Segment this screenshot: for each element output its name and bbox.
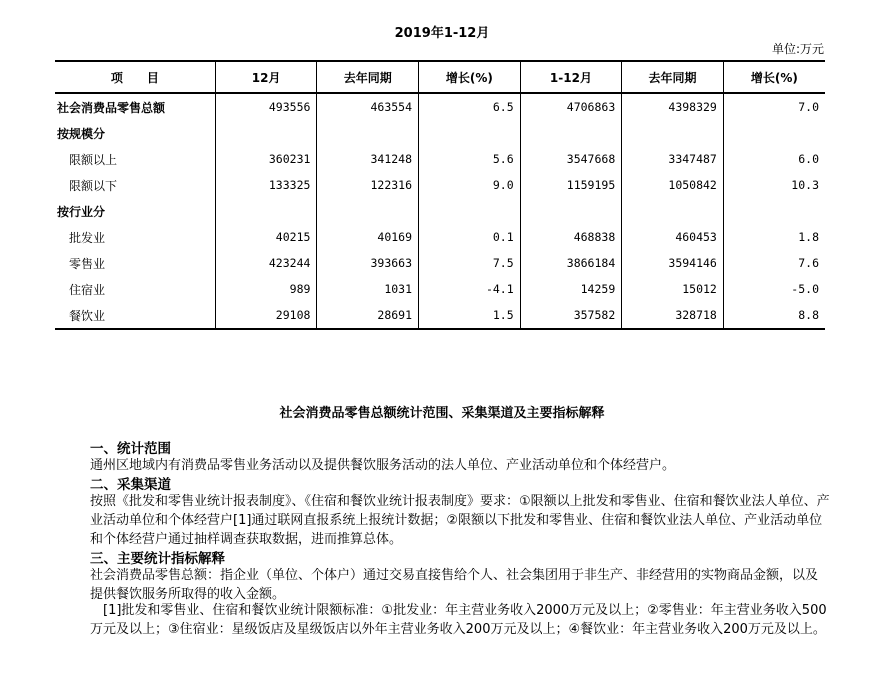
retail-sales-table [55,60,825,330]
table-cell: 3866184 [520,250,622,276]
table-cell [520,198,622,224]
table-cell: 4398329 [622,93,724,120]
table-cell: 5.6 [419,146,521,172]
section-scope-title: 一、统计范围 [90,441,171,457]
row-label: 限额以上 [69,152,118,167]
column-header: 增长(%) [723,61,825,93]
table-cell: 1.8 [723,224,825,250]
table-row [55,250,825,276]
table-cell: 7.5 [419,250,521,276]
table-cell [215,198,317,224]
table-cell: 360231 [215,146,317,172]
column-header: 1-12月 [520,61,622,93]
row-label: 按规模分 [57,126,106,141]
row-label: 按行业分 [57,204,106,219]
row-label: 批发业 [69,230,106,245]
table-cell [723,198,825,224]
table-cell: 7.0 [723,93,825,120]
table-cell: 493556 [215,93,317,120]
table-cell: 40169 [317,224,419,250]
table-cell [419,120,521,146]
table-cell: 1031 [317,276,419,302]
row-label: 零售业 [69,256,106,271]
table-row [55,198,825,224]
table-cell [622,198,724,224]
table-cell: 357582 [520,302,622,329]
table-cell: 7.6 [723,250,825,276]
section-indicator-title: 三、主要统计指标解释 [90,551,225,567]
table-cell [520,120,622,146]
table-cell: 3347487 [622,146,724,172]
table-cell: 1.5 [419,302,521,329]
table-row [55,276,825,302]
table-row [55,120,825,146]
table-cell [419,198,521,224]
table-row [55,224,825,250]
table-cell [622,120,724,146]
table-row [55,146,825,172]
table-cell: 989 [215,276,317,302]
table-cell: 28691 [317,302,419,329]
table-cell: 463554 [317,93,419,120]
column-header: 项 目 [55,61,215,93]
table-cell: 29108 [215,302,317,329]
table-cell [317,120,419,146]
unit-label: 单位:万元 [771,42,824,56]
row-label: 社会消费品零售总额 [57,100,166,115]
table-cell: 393663 [317,250,419,276]
table-cell: 460453 [622,224,724,250]
table-cell: 8.8 [723,302,825,329]
table-cell: 468838 [520,224,622,250]
table-cell: 0.1 [419,224,521,250]
section-channel-text: 按照《批发和零售业统计报表制度》、《住宿和餐饮业统计报表制度》要求：①限额以上批发和零售业、住宿和餐饮业法人单位、产业活动单位和个体经营户[1]通过联网直报系统上报统计数据；②限额以下批发和零售业、住宿和餐饮业法人单位、产业活动单位和个体经营户通过抽样调查获取数据，进而推算总体。 [90,494,830,547]
table-row [55,172,825,198]
table-cell: 14259 [520,276,622,302]
section-threshold-text: [1]批发和零售业、住宿和餐饮业统计限额标准：①批发业：年主营业务收入2000万元及以上；②零售业：年主营业务收入500万元及以上；③住宿业：星级饭店及星级饭店以外年主营业务收入200万元及以上；④餐饮业：年主营业务收入200万元及以上。 [90,603,827,637]
table-cell: 341248 [317,146,419,172]
column-header: 去年同期 [317,61,419,93]
report-period: 2019年1-12月 [394,26,490,41]
table-cell: 9.0 [419,172,521,198]
section-indicator-text: 社会消费品零售总额：指企业（单位、个体户）通过交易直接售给个人、社会集团用于非生产、非经营用的实物商品金额，以及提供餐饮服务所取得的收入金额。 [90,568,819,602]
column-header: 12月 [215,61,317,93]
table-row [55,302,825,329]
row-label: 住宿业 [69,282,106,297]
explanation-title: 社会消费品零售总额统计范围、采集渠道及主要指标解释 [279,406,605,421]
row-label: 餐饮业 [55,302,215,329]
column-header: 增长(%) [419,61,521,93]
table-header-row [55,61,825,93]
table-cell: 423244 [215,250,317,276]
table-cell: 133325 [215,172,317,198]
table-cell: 10.3 [723,172,825,198]
table-cell: 3594146 [622,250,724,276]
table-cell: -4.1 [419,276,521,302]
table-cell [215,120,317,146]
table-cell: 3547668 [520,146,622,172]
table-row [55,93,825,120]
table-cell: 4706863 [520,93,622,120]
table-cell [723,120,825,146]
table-cell: 15012 [622,276,724,302]
table-cell: 1050842 [622,172,724,198]
column-header: 去年同期 [622,61,724,93]
row-label: 限额以下 [69,178,118,193]
table-cell: 40215 [215,224,317,250]
table-cell: 122316 [317,172,419,198]
table-cell [317,198,419,224]
table-cell: -5.0 [723,276,825,302]
section-scope-text: 通州区地域内有消费品零售业务活动以及提供餐饮服务活动的法人单位、产业活动单位和个体经营户。 [90,458,676,473]
table-cell: 6.5 [419,93,521,120]
table-cell: 328718 [622,302,724,329]
table-body [55,93,825,329]
table-cell: 6.0 [723,146,825,172]
section-channel-title: 二、采集渠道 [90,477,171,493]
table-cell: 1159195 [520,172,622,198]
